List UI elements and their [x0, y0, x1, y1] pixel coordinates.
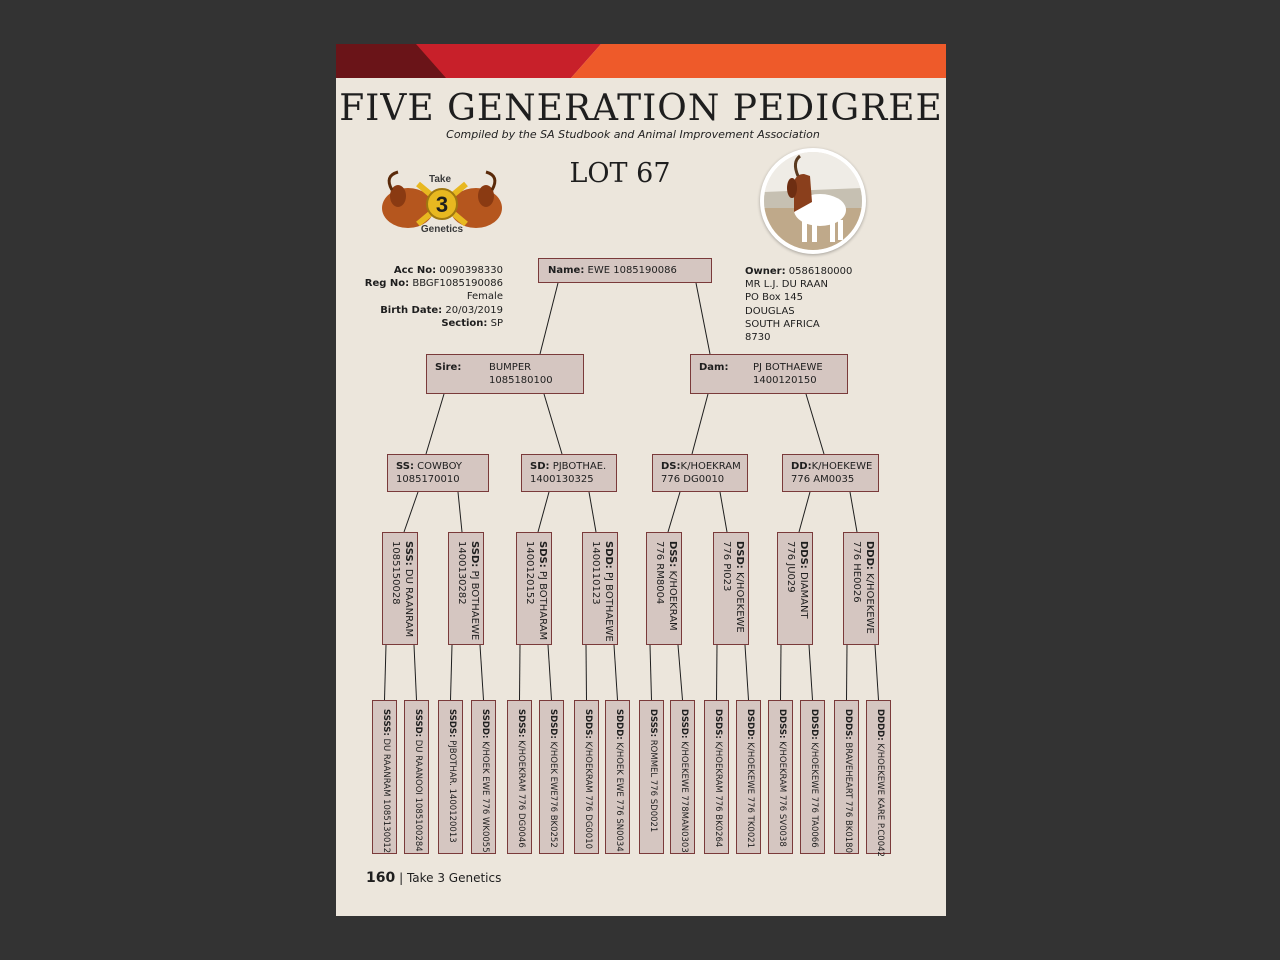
connector-line [480, 645, 484, 700]
fourth-generation-label: DDSS: [777, 709, 787, 739]
fourth-generation-text [712, 709, 723, 847]
fourth-generation-label: SDDS: [583, 709, 593, 739]
fourth-generation-value: K/HOEKEWE 778MAN0303 [679, 741, 689, 853]
great-grandparent-label: SSS: [403, 541, 414, 566]
great-grandparent-text [850, 541, 876, 634]
fourth-generation-text [479, 709, 490, 853]
fourth-generation-text [776, 709, 787, 847]
page-footer [366, 870, 501, 886]
logo-number: 3 [435, 192, 449, 217]
connector-line [458, 492, 462, 532]
footer-text: Take 3 Genetics [406, 871, 502, 885]
fourth-generation-value: DU RAANOOI 1085100284 [413, 739, 423, 852]
fourth-generation-value: K/HOEKRAM 776 SV0038 [777, 741, 787, 847]
fourth-generation-value: K/HOEK EWE 776 WK0055 [480, 741, 490, 853]
connector-line [404, 492, 418, 532]
fourth-generation-box [372, 700, 397, 854]
fourth-generation-value: K/HOEKEWE KARE P.C0042 [875, 743, 885, 857]
great-grandparent-text [784, 541, 810, 619]
grandparent-box-dd [782, 454, 879, 492]
fourth-generation-text [515, 709, 526, 848]
fourth-generation-value: K/HOEK EWE 776 SN0034 [614, 742, 624, 852]
reg-label: Reg No: [364, 278, 410, 290]
animal-info [356, 264, 503, 330]
dam-box [690, 354, 848, 394]
owner-number: 0586180000 [788, 266, 853, 277]
page-number: 160 [366, 870, 396, 886]
fourth-generation-label: DSDS: [713, 709, 723, 739]
name-label: Name: [548, 265, 585, 276]
great-grandparent-box [516, 532, 552, 645]
fourth-generation-text [744, 709, 755, 848]
fourth-generation-value: K/HOEKRAM 776 DG0046 [516, 740, 526, 848]
great-grandparent-label: SSD: [469, 541, 480, 568]
fourth-generation-text [808, 709, 819, 848]
logo-bottom-text: Genetics [420, 224, 464, 234]
fourth-generation-value: PJBOTHAR. 1400120013 [447, 740, 457, 843]
fourth-generation-box [800, 700, 825, 854]
great-grandparent-name: K/HOEKRAM [667, 570, 678, 631]
great-grandparent-text [455, 541, 481, 640]
ds-line1: K/HOEKRAM [680, 461, 741, 472]
fourth-generation-box [438, 700, 463, 854]
great-grandparent-number: 1400130282 [456, 541, 467, 605]
fourth-generation-label: SDSD: [548, 709, 558, 739]
fourth-generation-box [704, 700, 729, 854]
connector-line [538, 492, 549, 532]
name-box [538, 258, 712, 283]
great-grandparent-box [843, 532, 879, 645]
connector-line [745, 645, 749, 700]
ds-label: DS: [661, 461, 681, 472]
great-grandparent-number: 1400110123 [590, 541, 601, 605]
connector-line [850, 492, 857, 532]
connector-line [668, 492, 680, 532]
fourth-generation-label: DDSD: [809, 709, 819, 740]
connector-line [692, 394, 708, 454]
lot-title: LOT 67 [569, 158, 671, 189]
fourth-generation-label: SSSD: [413, 709, 423, 738]
fourth-generation-box [866, 700, 891, 857]
great-grandparent-number: 1400120152 [524, 541, 535, 605]
connector-line [544, 394, 562, 454]
fourth-generation-label: SDDD: [614, 709, 624, 740]
connector-line [875, 645, 879, 700]
fourth-generation-label: DSDD: [745, 709, 755, 740]
connector-line [426, 394, 444, 454]
great-grandparent-box [646, 532, 682, 645]
great-grandparent-box [582, 532, 618, 645]
sire-name: BUMPER [489, 362, 532, 373]
connector-line [520, 645, 521, 700]
fourth-generation-value: DU RAANRAM 1085130012 [381, 738, 391, 854]
connector-line [847, 645, 848, 700]
fourth-generation-box [605, 700, 630, 854]
fourth-generation-box [471, 700, 496, 854]
great-grandparent-number: 1085150028 [390, 541, 401, 605]
grandparent-box-sd [521, 454, 617, 492]
name-value: EWE 1085190086 [587, 265, 677, 276]
great-grandparent-box [448, 532, 484, 645]
fourth-generation-label: DDDD: [875, 709, 885, 741]
page-subtitle: Compiled by the SA Studbook and Animal Improvement Association [446, 128, 820, 141]
dam-name: PJ BOTHAEWE [753, 362, 823, 373]
dd-label: DD: [791, 461, 812, 472]
connector-line [548, 645, 552, 700]
sd-line2: 1400130325 [530, 474, 594, 485]
dam-number: 1400120150 [753, 375, 817, 386]
connector-line [451, 645, 453, 700]
fourth-generation-value: K/HOEKEWE 776 TA0066 [809, 742, 819, 848]
connector-line [414, 645, 417, 700]
great-grandparent-box [713, 532, 749, 645]
fourth-generation-box [639, 700, 664, 854]
fourth-generation-value: BRAVEHEART 776 BK0180 [843, 742, 853, 853]
fourth-generation-label: SDSS: [516, 709, 526, 738]
owner-info [745, 265, 925, 344]
page-title: FIVE GENERATION PEDIGREE [339, 88, 943, 129]
fourth-generation-text [874, 709, 885, 857]
fourth-generation-box [539, 700, 564, 854]
fourth-generation-box [574, 700, 599, 854]
connector-line [781, 645, 782, 700]
sd-label: SD: [530, 461, 550, 472]
fourth-generation-text [582, 709, 593, 849]
dam-label: Dam: [699, 362, 729, 373]
connector-line [589, 492, 596, 532]
great-grandparent-label: SDD: [603, 541, 614, 569]
sd-line1: PJBOTHAE. [552, 461, 607, 472]
connector-line [586, 645, 587, 700]
fourth-generation-label: SSDD: [480, 709, 490, 739]
ss-line1: COWBOY [417, 461, 463, 472]
grandparent-box-ss [387, 454, 489, 492]
great-grandparent-box [777, 532, 813, 645]
fourth-generation-text [613, 709, 624, 852]
ds-line2: 776 DG0010 [661, 474, 725, 485]
fourth-generation-text [446, 709, 457, 843]
fourth-generation-text [678, 709, 689, 853]
fourth-generation-value: ROMMEL 776 SD0021 [648, 739, 658, 833]
fourth-generation-box [834, 700, 859, 854]
fourth-generation-value: K/HOEKEWE 776 TK0021 [745, 742, 755, 849]
great-grandparent-name: K/HOEKEWE [864, 573, 875, 634]
fourth-generation-label: SSSS: [381, 709, 391, 736]
great-grandparent-text [720, 541, 746, 633]
owner-line: MR L.J. DU RAAN [745, 279, 828, 291]
owner-line: 8730 [745, 332, 771, 344]
ss-line2: 1085170010 [396, 474, 460, 485]
grandparent-box-ds [652, 454, 748, 492]
fourth-generation-label: DDDS: [843, 709, 853, 740]
sire-number: 1085180100 [489, 375, 553, 386]
great-grandparent-name: PJ BOTHAEWE [603, 572, 614, 642]
owner-label: Owner: [745, 266, 786, 277]
section-value: SP [490, 317, 503, 329]
section-label: Section: [441, 317, 488, 329]
logo-top-text: Take [428, 174, 452, 185]
fourth-generation-box [736, 700, 761, 854]
connector-line [540, 283, 558, 354]
connector-line [696, 283, 710, 354]
dd-line2: 776 AM0035 [791, 474, 855, 485]
great-grandparent-box [382, 532, 418, 645]
great-grandparent-label: DDD: [864, 541, 875, 570]
connector-line [806, 394, 824, 454]
birth-label: Birth Date: [380, 304, 443, 316]
fourth-generation-value: K/HOEKRAM 776 DG0010 [583, 741, 593, 850]
connector-line [678, 645, 683, 700]
fourth-generation-box [768, 700, 793, 854]
fourth-generation-box [404, 700, 429, 854]
acc-value: 0090398330 [439, 265, 503, 276]
fourth-generation-text [547, 709, 558, 848]
great-grandparent-label: SDS: [537, 541, 548, 568]
great-grandparent-number: 776 HE0026 [851, 541, 862, 603]
great-grandparent-text [653, 541, 679, 631]
fourth-generation-box [507, 700, 532, 854]
great-grandparent-text [389, 541, 415, 637]
birth-value: 20/03/2019 [445, 304, 503, 316]
connector-line [650, 645, 652, 700]
great-grandparent-text [589, 541, 615, 642]
sex-value: Female [466, 291, 503, 303]
acc-label: Acc No: [393, 265, 437, 276]
connector-line [799, 492, 810, 532]
connector-line [809, 645, 813, 700]
owner-line: SOUTH AFRICA [745, 318, 820, 330]
great-grandparent-number: 776 PI023 [721, 541, 732, 592]
great-grandparent-name: PJ BOTHAEWE [469, 570, 480, 641]
sire-label: Sire: [435, 362, 462, 373]
fourth-generation-text [842, 709, 853, 853]
sire-box [426, 354, 584, 394]
ss-label: SS: [396, 461, 414, 472]
fourth-generation-label: SSDS: [447, 709, 457, 738]
great-grandparent-label: DDS: [798, 541, 809, 569]
great-grandparent-name: K/HOEKEWE [734, 572, 745, 633]
fourth-generation-label: DSSD: [679, 709, 689, 739]
fourth-generation-label: DSSS: [648, 709, 658, 738]
fourth-generation-value: K/HOEKRAM 776 BK0264 [713, 741, 723, 848]
fourth-generation-value: K/HOEK EWE776 BK0252 [548, 741, 558, 848]
dd-line1: K/HOEKEWE [811, 461, 873, 472]
great-grandparent-text [523, 541, 549, 640]
fourth-generation-text [380, 709, 391, 853]
owner-line: DOUGLAS [745, 305, 795, 317]
fourth-generation-text [647, 709, 658, 832]
connector-line [720, 492, 727, 532]
great-grandparent-label: DSD: [734, 541, 745, 569]
fourth-generation-box [670, 700, 695, 854]
pedigree-page [336, 44, 946, 916]
owner-line: PO Box 145 [745, 292, 803, 304]
connector-line [717, 645, 718, 700]
connector-line [614, 645, 618, 700]
great-grandparent-name: DU RAANRAM [403, 568, 414, 638]
great-grandparent-number: 776 RM8004 [654, 541, 665, 605]
great-grandparent-number: 776 JU029 [785, 541, 796, 593]
great-grandparent-name: PJ BOTHARAM [537, 570, 548, 641]
great-grandparent-label: DSS: [667, 541, 678, 568]
reg-value: BBGF1085190086 [412, 278, 503, 290]
connector-line [385, 645, 387, 700]
fourth-generation-text [412, 709, 423, 852]
great-grandparent-name: DIAMANT [798, 572, 809, 619]
footer-separator: | [399, 871, 404, 885]
